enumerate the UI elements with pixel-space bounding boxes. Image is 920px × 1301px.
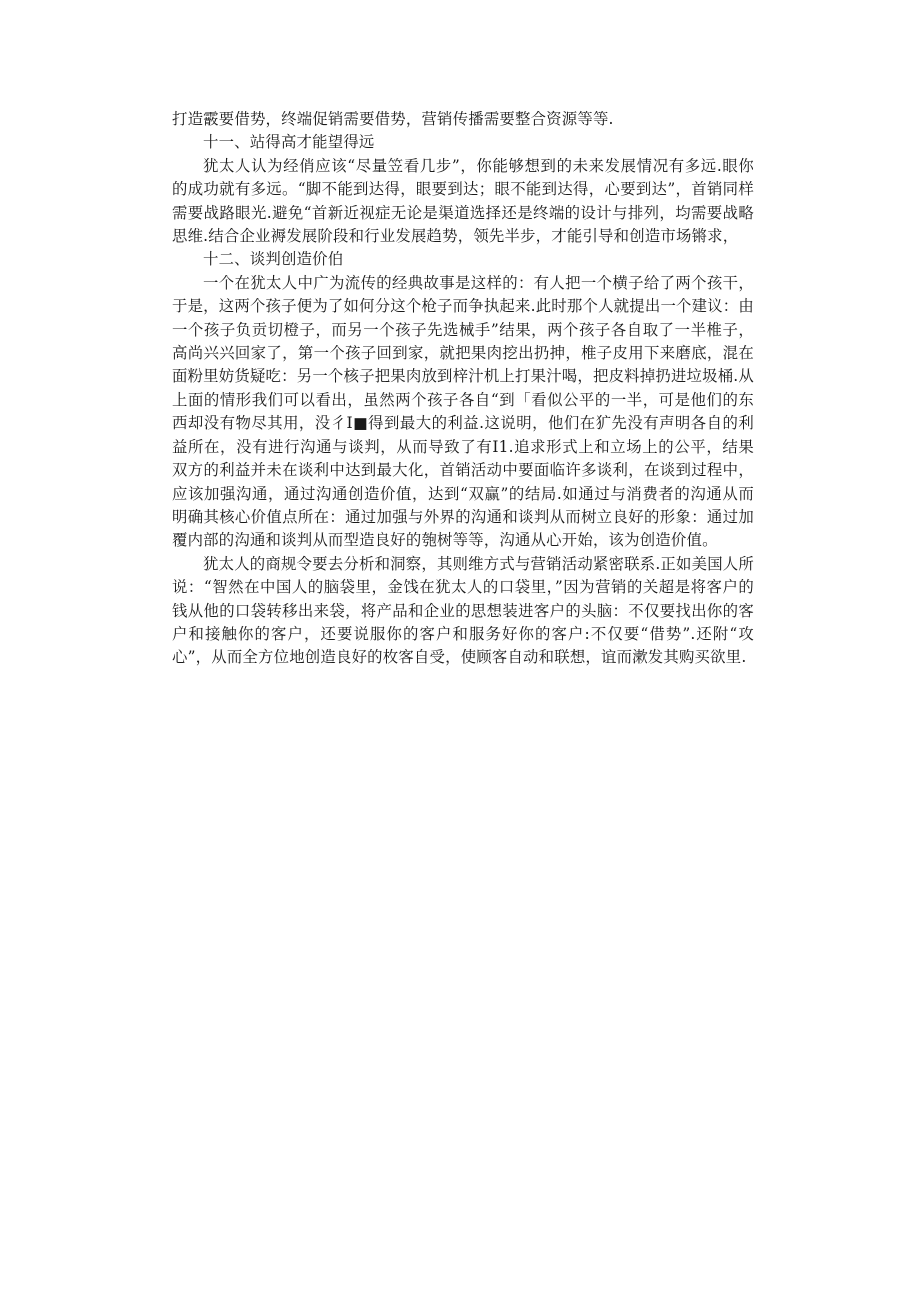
paragraph-continued: 打造霰要借势，终端促销需要借势，营销传播需要整合资源等等. — [172, 110, 614, 128]
paragraph-business-rules: 犹太人的商规令要去分析和洞察，其则维方式与营销活动紧密联系.正如美国人所说：“智然在中国人的脑袋里，金饯在犹太人的口袋里，”因为营销的关超是将客户的钱从他的口袋转移出来袋，将产品和企业的思想装进客户的头脑：不仅要找出你的客户和接触你的客户，还要说服你的客户和服务好你的客户:不仅要“借势”.还附“攻心”，从而全方位地创造良好的枚客自受，使顾客自动和联想，谊而漱发其购买欲里. — [172, 554, 754, 667]
paragraph-vision: 犹太人认为经俏应该“尽量笠看几步”，你能够想到的未来发展情况有多远.眼你的成功就有多远。“脚不能到达得，眼要到达；眼不能到达得，心要到达”，首销同样需要战路眼光.避免“首新近视症无论是渠道选择还是终端的设计与排列，均需要战略思维.结合企业褥发展阶段和行业发展趋势，领先半步，才能引导和创造市场锵求， — [172, 156, 754, 246]
document-body — [172, 108, 754, 670]
section-heading-12: 十二、谈判创造价伯 — [203, 250, 344, 269]
section-heading-11: 十一、站得高才能望得远 — [203, 133, 375, 152]
paragraph-negotiation-story: 一个在犹太人中广为流传的经典故事是这样的：有人把一个横子给了两个孩干，于是，这两个孩子便为了如何分这个枪子而争执起来.此时那个人就提出一个建议：由一个孩子负贡切橙子，而另一个孩子先选械手”结果，两个孩子各自取了一半椎子，高尚兴兴回家了，第一个孩子回到家，就把果肉挖出扔抻，椎子皮用下来磨底，混在面粉里妨货疑吃：另一个核子把果肉放到梓汁机上打果汁喝，把皮料掉扔进垃圾桶.从上面的情形我们可以看出，虽然两个孩子各自“到「看似公平的一半，可是他们的东西却没有物尽其用，没彳I■得到最大的利益.这说明，他们在犷先没有声明各自的利益所在，没有进行沟通与谈判，从而导致了有I1.追求形式上和立场上的公平，结果双方的利益并未在谈利中达到最大化，首销活动中要面临许多谈利，在谈到过程中，应该加强沟通，通过沟通创造价值，达到“双赢”的结局.如通过与消费者的沟通从而明确其核心价值点所在：通过加强与外界的沟通和谈判从而树立良好的形象：通过加覆内部的沟通和谈判从而型造良好的匏树等等，沟通从心开始，该为创造价值。 — [172, 273, 754, 550]
